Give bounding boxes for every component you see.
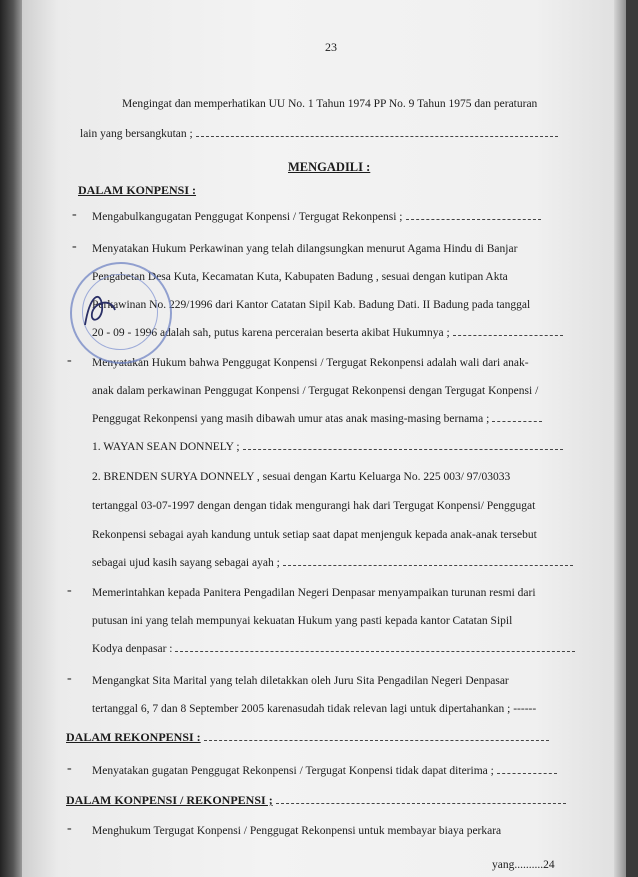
child-name-line: 2. BRENDEN SURYA DONNELY , sesuai dengan Kartu Keluarga No. 225 003/ 97/03033 xyxy=(92,471,511,483)
text-line: tertanggal 6, 7 dan 8 September 2005 karenasudah tidak relevan lagi untuk dipertahankan ; ------ xyxy=(92,703,537,715)
text-line: Pengabetan Desa Kuta, Kecamatan Kuta, Kabupaten Badung , sesuai dengan kutipan Akta xyxy=(92,271,508,283)
text-line: Memerintahkan kepada Panitera Pengadilan Negeri Denpasar menyampaikan turunan resmi dari xyxy=(92,587,536,599)
text-line: lain yang bersangkutan ; xyxy=(80,127,558,141)
text-line: tertanggal 03-07-1997 dengan dengan tidak mengurangi hak dari Tergugat Konpensi/ Penggugat xyxy=(92,500,536,512)
text-line: Mengangkat Sita Marital yang telah diletakkan oleh Juru Sita Pengadilan Negeri Denpasar xyxy=(92,675,509,687)
text-line: Rekonpensi sebagai ayah kandung untuk setiap saat dapat menjenguk kepada anak-anak tersebut xyxy=(92,529,537,541)
text-line: sebagai ujud kasih sayang sebagai ayah ; xyxy=(92,556,573,570)
section-heading: DALAM REKONPENSI : xyxy=(66,730,549,744)
page-number: 23 xyxy=(325,40,337,54)
continuation-footer: yang..........24 xyxy=(492,859,555,871)
text-line: Menyatakan Hukum bahwa Penggugat Konpensi / Tergugat Rekonpensi adalah wali dari anak- xyxy=(92,357,529,369)
text-line: 20 - 09 - 1996 adalah sah, putus karena perceraian beserta akibat Hukumnya ; xyxy=(92,326,563,340)
bullet-dash: - xyxy=(72,239,77,254)
text-line: Menyatakan Hukum Perkawinan yang telah dilangsungkan menurut Agama Hindu di Banjar xyxy=(92,243,518,255)
bullet-dash: - xyxy=(67,761,72,776)
text-line: Menyatakan gugatan Penggugat Rekonpensi / Tergugat Konpensi tidak dapat diterima ; xyxy=(92,764,557,778)
book-spine-shadow xyxy=(0,0,22,877)
text-line: Menghukum Tergugat Konpensi / Penggugat Rekonpensi untuk membayar biaya perkara xyxy=(92,825,502,837)
section-heading: DALAM KONPENSI : xyxy=(78,183,197,197)
text-line: Mengingat dan memperhatikan UU No. 1 Tahun 1974 PP No. 9 Tahun 1975 dan peraturan xyxy=(122,98,538,110)
child-name-line: 1. WAYAN SEAN DONNELY ; xyxy=(92,440,563,454)
bullet-dash: - xyxy=(67,353,72,368)
text-line: Penggugat Rekonpensi yang masih dibawah umur atas anak masing-masing bernama ; xyxy=(92,412,542,426)
text-line: putusan ini yang telah mempunyai kekuatan Hukum yang pasti kepada kantor Catatan Sipil xyxy=(92,615,513,627)
page-edge-shadow xyxy=(614,0,626,877)
text-line: anak dalam perkawinan Penggugat Konpensi / Tergugat Rekonpensi dengan Tergugat Konpensi / xyxy=(92,385,539,397)
bullet-dash: - xyxy=(67,583,72,598)
bullet-dash: - xyxy=(67,671,72,686)
section-heading-mengadili: MENGADILI : xyxy=(288,160,371,174)
text-line: Mengabulkangugatan Penggugat Konpensi / Tergugat Rekonpensi ; xyxy=(92,210,541,224)
bullet-dash: - xyxy=(67,821,72,836)
section-heading: DALAM KONPENSI / REKONPENSI ; xyxy=(66,793,566,807)
handwritten-signature xyxy=(80,285,120,335)
bullet-dash: - xyxy=(72,207,77,222)
text-line: Kodya denpasar : xyxy=(92,642,575,656)
document-page xyxy=(22,0,626,877)
text-line: Perkawinan No. 229/1996 dari Kantor Catatan Sipil Kab. Badung Dati. II Badung pada tanggal xyxy=(92,299,531,311)
